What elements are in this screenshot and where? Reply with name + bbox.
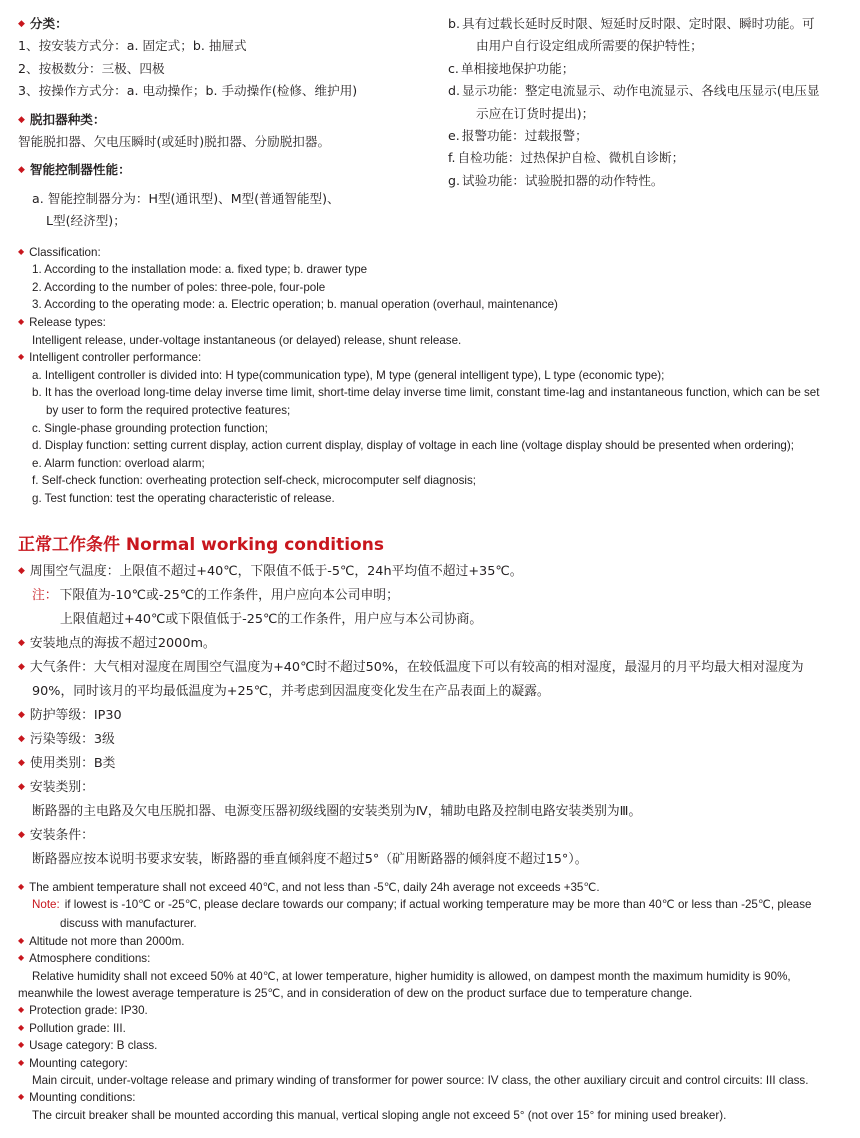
- en-protection-text: Protection grade: IP30.: [29, 1004, 148, 1018]
- diamond-bullet-icon: ◆: [18, 1022, 25, 1032]
- en-classification-heading: Classification:: [29, 245, 101, 259]
- diamond-bullet-icon: ◆: [18, 564, 25, 575]
- en-controller-item-b-line2: by user to form the required protective features;: [46, 404, 291, 417]
- cn-pollution-text: 污染等级：3级: [29, 731, 115, 747]
- controller-item-a-line1: a. 智能控制器分为：H型(通讯型)、M型(普通智能型)、: [32, 190, 340, 206]
- english-translation-block: [0, 234, 860, 508]
- en-controller-item-e: e. Alarm function: overload alarm;: [32, 456, 205, 470]
- cn-mounting-category-heading: 安装类别：: [29, 779, 94, 795]
- cn-note-line2: 上限值超过+40℃或下限值低于-25℃的工作条件，用户应与本公司协商。: [60, 611, 483, 627]
- left-column: [18, 14, 448, 234]
- diamond-bullet-icon: ◆: [18, 1092, 25, 1102]
- cn-altitude-text: 安装地点的海拔不超过2000m。: [29, 635, 216, 651]
- cn-pollution-row: [18, 729, 842, 751]
- en-controller-item-f: f. Self-check function: overheating protection self-check, microcomputer self diagnosis;: [32, 474, 476, 488]
- controller-item-e-label: e.: [448, 127, 460, 143]
- en-atmosphere-row: [18, 950, 842, 967]
- en-mounting-category-row: [18, 1055, 842, 1072]
- controller-item-c: [448, 59, 842, 79]
- diamond-bullet-icon: ◆: [18, 881, 25, 891]
- cn-protection-row: [18, 705, 842, 727]
- controller-item-d-text-line2: 示应在订货时提出)；: [476, 105, 595, 121]
- en-usage-row: [18, 1037, 842, 1054]
- classification-item-3: 3、按操作方式分：a. 电动操作；b. 手动操作(检修、维护用): [18, 83, 358, 99]
- en-classification-item-1: 1. According to the installation mode: a. fixed type; b. drawer type: [32, 263, 368, 277]
- controller-item-c-label: c.: [448, 60, 459, 76]
- controller-performance-heading: 智能控制器性能：: [29, 162, 131, 178]
- controller-heading-row: [18, 160, 442, 180]
- controller-item-e-text: 报警功能：过载报警；: [461, 127, 588, 143]
- diamond-bullet-icon: ◆: [18, 246, 25, 256]
- classification-heading-row: [18, 14, 442, 34]
- normal-working-conditions-en: [0, 873, 860, 1138]
- en-temperature-text: The ambient temperature shall not exceed 40℃, and not less than -5℃, daily 24h average not exceeds +35℃.: [29, 880, 600, 894]
- cn-atmosphere-line2: 90%，同时该月的平均最低温度为+25℃，并考虑到因温度变化发生在产品表面上的凝露。: [32, 683, 550, 699]
- top-two-column-section: [0, 0, 860, 234]
- cn-temperature-text: 周围空气温度：上限值不超过+40℃，下限值不低于-5℃，24h平均值不超过+35℃。: [29, 563, 523, 579]
- en-atmosphere-heading: Atmosphere conditions:: [29, 952, 151, 966]
- diamond-bullet-icon: ◆: [18, 164, 25, 175]
- diamond-bullet-icon: ◆: [18, 1057, 25, 1067]
- controller-item-e: [448, 126, 842, 146]
- en-release-heading: Release types:: [29, 315, 106, 329]
- cn-mounting-conditions-heading: 安装条件：: [29, 827, 94, 843]
- en-protection-row: [18, 1002, 842, 1019]
- controller-item-g-text: 试验功能：试验脱扣器的动作特性。: [462, 172, 664, 188]
- cn-protection-text: 防护等级：IP30: [29, 707, 122, 723]
- cn-usage-text: 使用类别：B类: [29, 755, 116, 771]
- cn-usage-row: [18, 753, 842, 775]
- en-classification-item-3: 3. According to the operating mode: a. Electric operation; b. manual operation (overhaul, maintenance): [32, 298, 558, 312]
- section-title-normal-working-conditions: 正常工作条件 Normal working conditions: [18, 534, 384, 555]
- classification-item-1: 1、按安装方式分：a. 固定式；b. 抽屉式: [18, 38, 247, 54]
- diamond-bullet-icon: ◆: [18, 780, 25, 791]
- classification-heading: 分类：: [29, 16, 68, 31]
- diamond-bullet-icon: ◆: [18, 316, 25, 326]
- en-altitude-row: [18, 933, 842, 950]
- controller-item-b-text-line2: 由用户自行设定组成所需要的保护特性；: [476, 38, 703, 54]
- controller-item-d: [448, 81, 842, 101]
- en-note-row: [18, 896, 842, 913]
- controller-item-g: [448, 171, 842, 191]
- diamond-bullet-icon: ◆: [18, 18, 25, 28]
- cn-atmosphere-row: [18, 657, 842, 679]
- en-controller-heading: Intelligent controller performance:: [29, 351, 202, 365]
- release-heading-row: [18, 110, 442, 130]
- en-mounting-category-heading: Mounting category:: [29, 1056, 128, 1070]
- diamond-bullet-icon: ◆: [18, 352, 25, 362]
- cn-note-row: [18, 585, 842, 607]
- cn-altitude-row: [18, 633, 842, 655]
- diamond-bullet-icon: ◆: [18, 1040, 25, 1050]
- en-controller-item-d: d. Display function: setting current display, action current display, display of voltage in each line (voltage display should be presented when ordering);: [32, 439, 794, 453]
- en-pollution-text: Pollution grade: III.: [29, 1021, 126, 1035]
- diamond-bullet-icon: ◆: [18, 953, 25, 963]
- en-usage-text: Usage category: B class.: [29, 1039, 158, 1053]
- en-mounting-conditions-heading: Mounting conditions:: [29, 1091, 136, 1105]
- en-atmosphere-line1: Relative humidity shall not exceed 50% at 40℃, at lower temperature, higher humidity is allowed, on dampest month the maximum humidity is 90%,: [32, 969, 791, 983]
- controller-item-f-label: f.: [448, 150, 456, 166]
- diamond-bullet-icon: ◆: [18, 660, 25, 671]
- en-note-line1: if lowest is -10℃ or -25℃, please declare towards our company; if actual working temperature may be more than 40℃ or less than -25℃, please: [64, 898, 812, 912]
- cn-note-line1: 下限值为-10℃或-25℃的工作条件，用户应向本公司申明；: [59, 587, 399, 603]
- diamond-bullet-icon: ◆: [18, 732, 25, 743]
- controller-item-f-text: 自检功能：过热保护自检、微机自诊断；: [457, 150, 685, 166]
- cn-mounting-conditions-row: [18, 825, 842, 847]
- en-note-label: Note:: [32, 898, 60, 912]
- right-column: [448, 14, 842, 234]
- en-controller-heading-row: [18, 349, 842, 367]
- en-controller-item-b-line1: b. It has the overload long-time delay inverse time limit, short-time delay inverse time limit, constant time-lag and instantaneous function, which can be set: [32, 386, 820, 400]
- diamond-bullet-icon: ◆: [18, 756, 25, 767]
- en-mounting-category-text: Main circuit, under-voltage release and primary winding of transformer for power source: IV class, the other auxiliary circuit and control circuits: III class.: [32, 1073, 809, 1087]
- cn-mounting-conditions-text: 断路器应按本说明书要求安装，断路器的垂直倾斜度不超过5°（矿用断路器的倾斜度不超过15°）。: [32, 851, 588, 867]
- controller-item-b-text: 具有过载长延时反时限、短延时反时限、定时限、瞬时功能。可: [462, 16, 815, 31]
- cn-note-label: 注：: [32, 587, 58, 603]
- cn-mounting-category-text: 断路器的主电路及欠电压脱扣器、电源变压器初级线圈的安装类别为Ⅳ，辅助电路及控制电路安装类别为Ⅲ。: [32, 803, 642, 819]
- controller-item-b-label: b.: [448, 16, 460, 31]
- controller-item-d-text: 显示功能：整定电流显示、动作电流显示、各线电压显示(电压显: [462, 83, 820, 99]
- cn-temperature-row: [18, 561, 842, 583]
- en-controller-item-a: a. Intelligent controller is divided into: H type(communication type), M type (general intelligent type), L type (economic type);: [32, 368, 665, 382]
- diamond-bullet-icon: ◆: [18, 935, 25, 945]
- controller-item-a-line2: L型(经济型)；: [46, 213, 126, 229]
- diamond-bullet-icon: ◆: [18, 708, 25, 719]
- en-pollution-row: [18, 1020, 842, 1037]
- controller-item-c-text: 单相接地保护功能；: [460, 60, 575, 76]
- en-atmosphere-line2: meanwhile the lowest average temperature is 25℃, and in consideration of dew on the product surface due to temperature change.: [18, 987, 693, 1000]
- en-classification-heading-row: [18, 244, 842, 262]
- release-types-heading: 脱扣器种类：: [29, 111, 106, 127]
- en-release-heading-row: [18, 314, 842, 332]
- classification-item-2: 2、按极数分：三极、四极: [18, 60, 165, 76]
- en-mounting-conditions-text: The circuit breaker shall be mounted according this manual, vertical sloping angle not exceed 5° (not over 15° for mining used breaker).: [32, 1108, 727, 1122]
- en-altitude-text: Altitude not more than 2000m.: [29, 934, 185, 948]
- cn-mounting-category-row: [18, 777, 842, 799]
- en-release-text: Intelligent release, under-voltage instantaneous (or delayed) release, shunt release.: [32, 333, 462, 347]
- controller-item-b: [448, 14, 842, 34]
- en-controller-item-g: g. Test function: test the operating characteristic of release.: [32, 492, 335, 506]
- diamond-bullet-icon: ◆: [18, 113, 25, 124]
- en-mounting-conditions-row: [18, 1089, 842, 1106]
- en-temperature-row: [18, 879, 842, 896]
- release-types-text: 智能脱扣器、欠电压瞬时(或延时)脱扣器、分励脱扣器。: [18, 133, 331, 149]
- diamond-bullet-icon: ◆: [18, 1005, 25, 1015]
- normal-working-conditions-cn: [0, 561, 860, 871]
- en-controller-item-c: c. Single-phase grounding protection function;: [32, 421, 268, 435]
- cn-atmosphere-line1: 大气条件：大气相对湿度在周围空气温度为+40℃时不超过50%，在较低温度下可以有较高的相对湿度，最湿月的月平均最大相对湿度为: [29, 659, 804, 675]
- controller-item-g-label: g.: [448, 172, 460, 188]
- diamond-bullet-icon: ◆: [18, 828, 25, 839]
- en-classification-item-2: 2. According to the number of poles: three-pole, four-pole: [32, 280, 326, 294]
- controller-item-f: [448, 148, 842, 168]
- controller-item-d-label: d.: [448, 83, 460, 99]
- diamond-bullet-icon: ◆: [18, 636, 25, 647]
- en-note-line2: discuss with manufacturer.: [60, 917, 197, 931]
